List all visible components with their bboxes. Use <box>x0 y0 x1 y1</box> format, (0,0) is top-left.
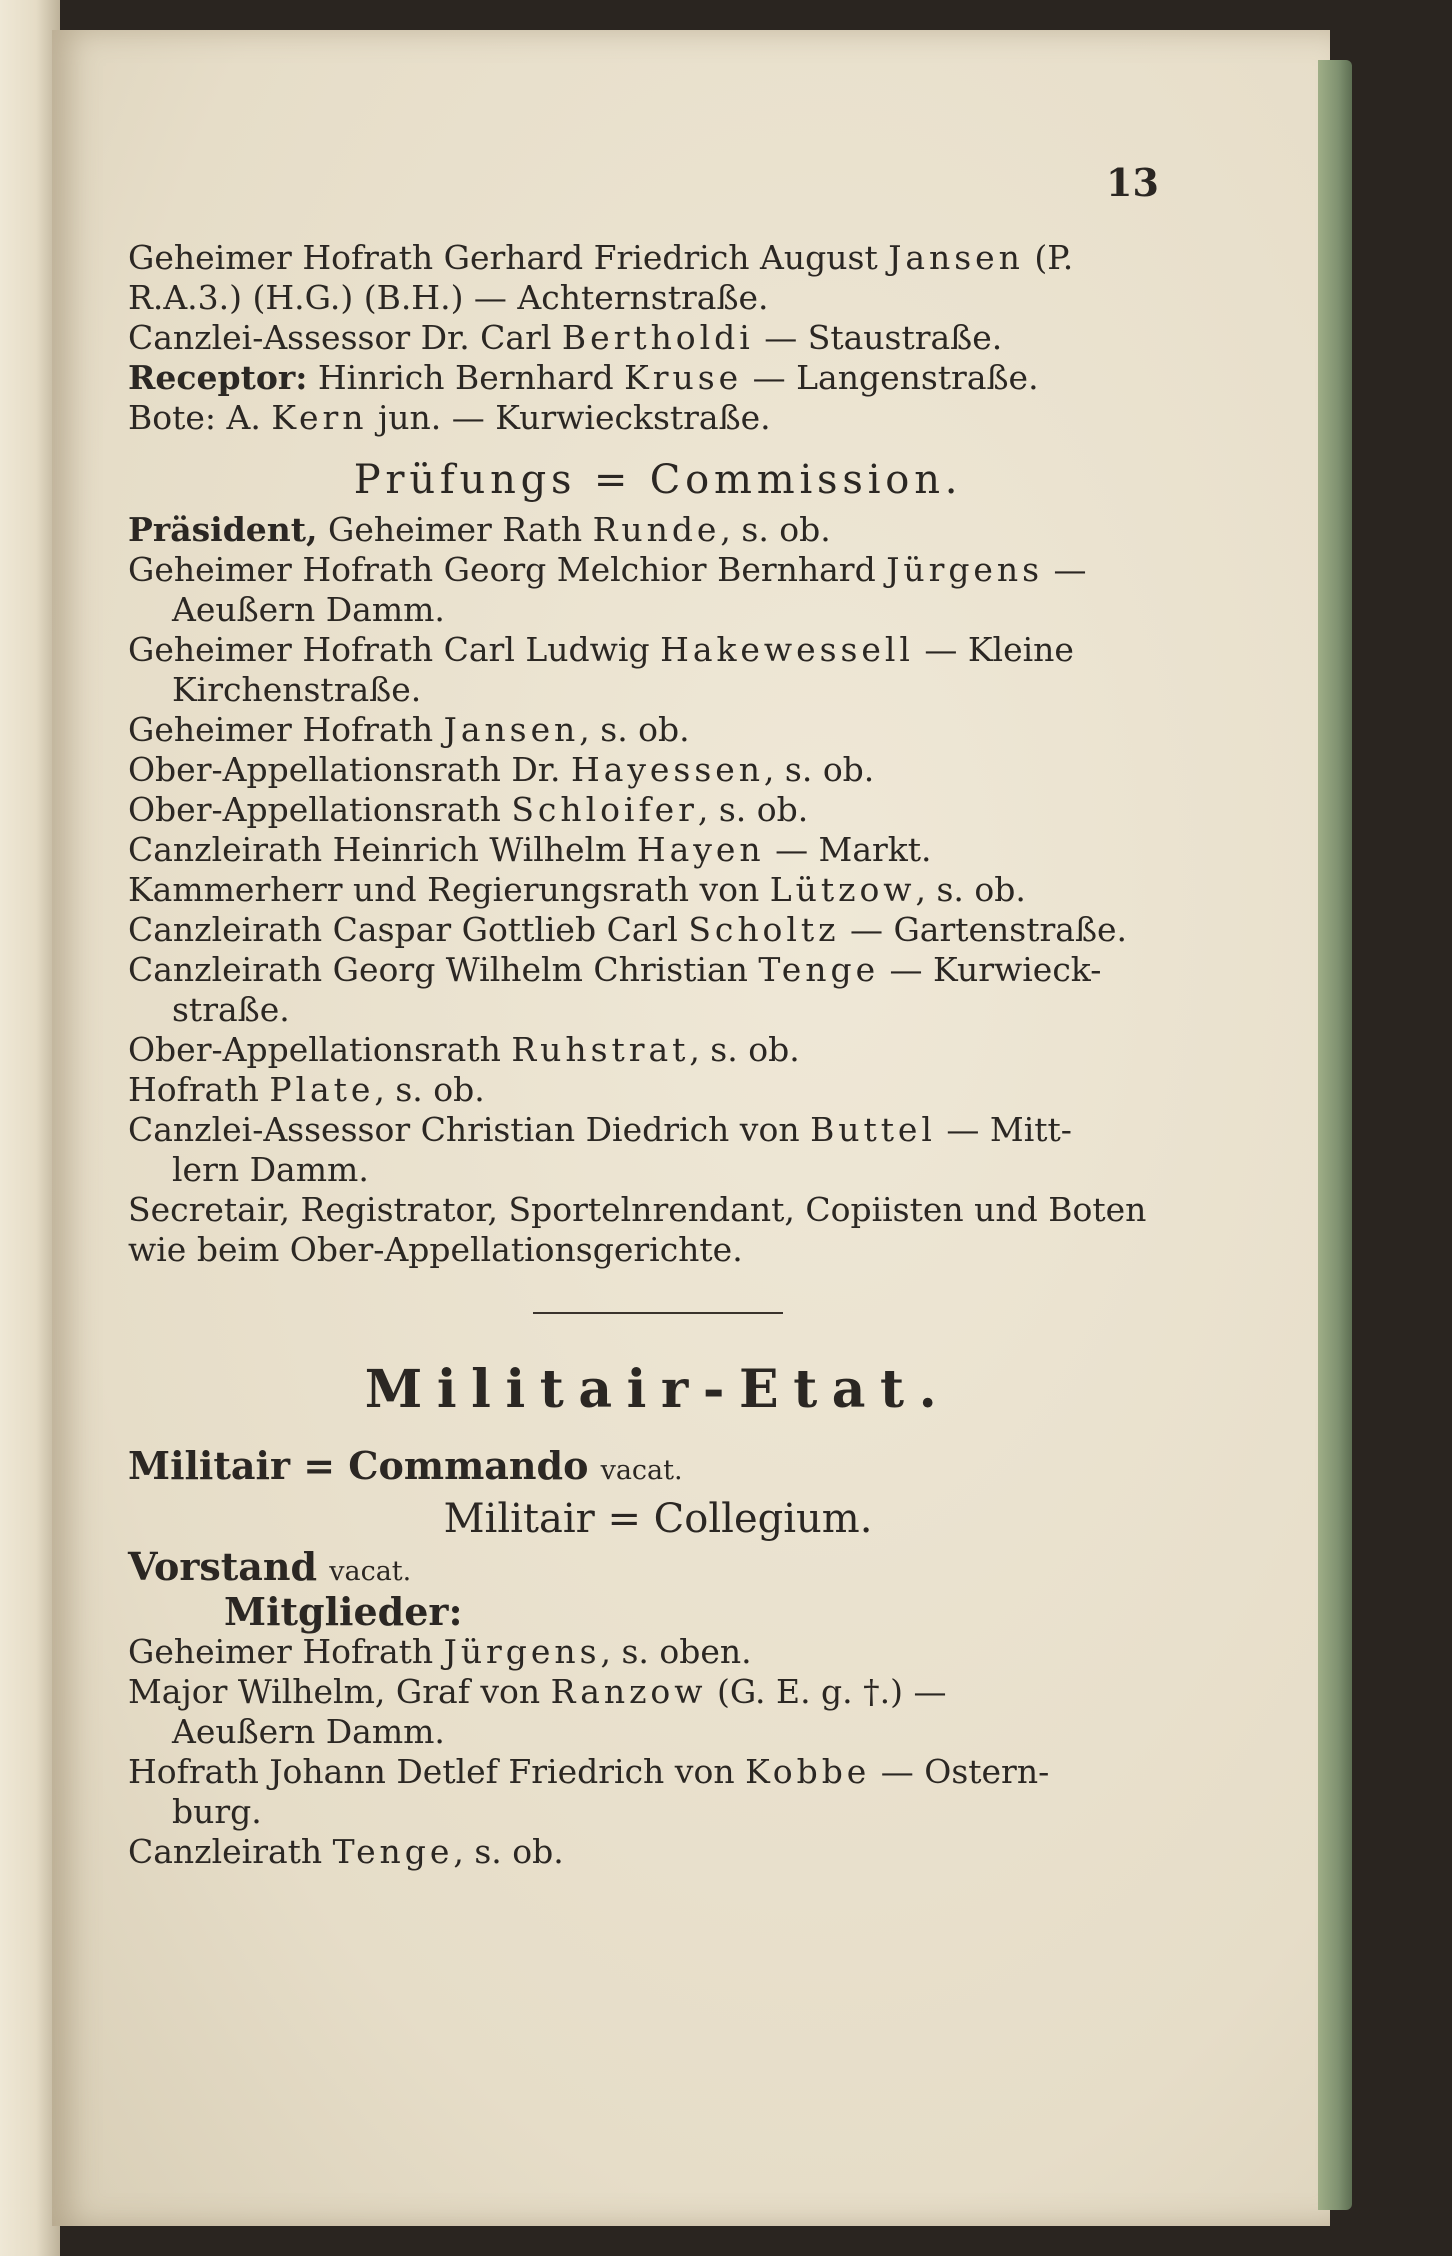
entry-name: Jürgens <box>443 1632 601 1671</box>
entry-name: Hayen <box>636 830 765 869</box>
section-divider <box>533 1312 783 1314</box>
entry-line <box>128 550 1188 590</box>
entry-line <box>128 950 1188 990</box>
entry-rest: , s. ob. <box>374 1070 485 1109</box>
entry-rest: , s. oben. <box>600 1632 752 1671</box>
entry-text: Geheimer Hofrath Georg Melchior Bernhard <box>128 550 887 589</box>
page-content <box>128 238 1188 1872</box>
entry-line <box>128 278 1188 318</box>
entry-text: lern Damm. <box>172 1150 369 1189</box>
entry-text: Canzleirath Heinrich Wilhelm <box>128 830 637 869</box>
section-heading-pruefungs-commission: Prüfungs = Commission. <box>353 457 963 503</box>
military-estate-title: Militair-Etat. <box>364 1359 952 1420</box>
military-command-label: Militair = Commando <box>128 1443 589 1488</box>
entry-text: Ober-Appellationsrath <box>128 1030 512 1069</box>
entry-rest: , s. ob. <box>720 510 831 549</box>
entry-rest: , s. ob. <box>763 750 875 789</box>
entry-name: Schloifer <box>511 790 698 829</box>
entry-text: Geheimer Hofrath Gerhard Friedrich August <box>128 238 889 277</box>
entry-name: Runde <box>592 510 721 549</box>
entry-line <box>128 830 1188 870</box>
entry-line <box>128 750 1188 790</box>
entry-line <box>128 238 1188 278</box>
entry-name: Kern <box>271 398 368 437</box>
entry-text: Hofrath <box>128 1070 270 1109</box>
military-command-line <box>128 1443 1188 1491</box>
entry-text: Kammerherr und Regierungsrath von <box>128 870 770 909</box>
military-command-status: vacat. <box>600 1455 683 1486</box>
entry-line <box>128 870 1188 910</box>
entry-line <box>128 318 1188 358</box>
entry-rest: , s. ob. <box>579 710 690 749</box>
entry-line <box>128 1752 1188 1792</box>
commission-entries <box>128 510 1188 1270</box>
entry-text: burg. <box>172 1792 262 1831</box>
entry-name: Plate <box>269 1070 375 1109</box>
entry-name: Kruse <box>624 358 743 397</box>
vorstand-status: vacat. <box>329 1556 412 1587</box>
entry-line <box>128 1230 1188 1270</box>
entry-text: Canzleirath <box>128 1832 333 1871</box>
entry-line <box>128 398 1188 438</box>
entry-text: Geheimer Hofrath Carl Ludwig <box>128 630 661 669</box>
entry-name: Scholtz <box>688 910 840 949</box>
entry-line <box>128 358 1188 398</box>
entry-line <box>128 1792 1188 1832</box>
entry-text: R.A.3.) (H.G.) (B.H.) — Achternstraße. <box>128 278 769 317</box>
entry-rest: — Mitt- <box>935 1110 1072 1149</box>
entry-text: Geheimer Hofrath <box>128 710 444 749</box>
entry-name: Hakewessell <box>660 630 914 669</box>
entry-name: Ranzow <box>550 1672 707 1711</box>
entry-line <box>128 630 1188 670</box>
entry-line <box>128 510 1188 550</box>
entry-name: Bertholdi <box>561 318 754 357</box>
entry-rest: , s. ob. <box>915 870 1026 909</box>
entry-text: Canzleirath Georg Wilhelm Christian <box>128 950 759 989</box>
entry-name: Ruhstrat <box>511 1030 690 1069</box>
entry-rest: , s. ob. <box>697 790 809 829</box>
entry-line <box>128 1672 1188 1712</box>
entry-rest: — Gartenstraße. <box>839 910 1128 949</box>
entry-line <box>128 710 1188 750</box>
entry-rest: (G. E. g. †.) — <box>706 1672 947 1711</box>
entry-text: Bote: A. <box>128 398 272 437</box>
entry-text: Kirchenstraße. <box>172 670 422 709</box>
entry-line <box>128 1632 1188 1672</box>
entry-text: Geheimer Rath <box>317 510 593 549</box>
entry-rest: — Kleine <box>913 630 1074 669</box>
entry-text: Major Wilhelm, Graf von <box>128 1672 551 1711</box>
entry-line <box>128 590 1188 630</box>
entry-line <box>128 790 1188 830</box>
entry-text: Canzleirath Caspar Gottlieb Carl <box>128 910 689 949</box>
entry-rest: jun. — Kurwieckstraße. <box>367 398 771 437</box>
entry-rest: — Langenstraße. <box>742 358 1039 397</box>
entry-rest: — Ostern- <box>870 1752 1050 1791</box>
entry-rest: — Staustraße. <box>753 318 1003 357</box>
entry-line <box>128 910 1188 950</box>
entry-name: Jansen <box>888 238 1024 277</box>
entry-line <box>128 670 1188 710</box>
entry-rest: (P. <box>1023 238 1074 277</box>
entry-rest: — Markt. <box>764 830 932 869</box>
entry-text: Hinrich Bernhard <box>307 358 625 397</box>
mitglieder-heading: Mitglieder: <box>224 1589 463 1634</box>
entry-text: Secretair, Registrator, Sportelnrendant, Copiisten und Boten <box>128 1190 1147 1229</box>
entry-line <box>128 990 1188 1030</box>
entry-text: Canzlei-Assessor Dr. Carl <box>128 318 562 357</box>
entry-text: Aeußern Damm. <box>172 1712 445 1751</box>
entry-rest: , s. ob. <box>689 1030 800 1069</box>
entry-name: Lützow <box>769 870 916 909</box>
entry-name: Jürgens <box>886 550 1044 589</box>
entry-text: Hofrath Johann Detlef Friedrich von <box>128 1752 746 1791</box>
book-cover-edge <box>1318 60 1352 2210</box>
entry-lead: Receptor: <box>128 358 308 397</box>
vorstand-label: Vorstand <box>128 1544 318 1589</box>
top-entries <box>128 238 1188 438</box>
entry-text: wie beim Ober-Appellationsgerichte. <box>128 1230 743 1269</box>
entry-name: Buttel <box>810 1110 936 1149</box>
entry-rest: , s. ob. <box>453 1832 564 1871</box>
entry-text: Canzlei-Assessor Christian Diedrich von <box>128 1110 811 1149</box>
entry-line <box>128 1712 1188 1752</box>
entry-rest: — <box>1043 550 1087 589</box>
entry-line <box>128 1030 1188 1070</box>
entry-lead: Präsident, <box>128 510 318 549</box>
entry-name: Hayessen <box>570 750 764 789</box>
entry-text: straße. <box>172 990 290 1029</box>
member-entries <box>128 1632 1188 1872</box>
entry-name: Kobbe <box>745 1752 871 1791</box>
entry-text: Ober-Appellationsrath <box>128 790 512 829</box>
entry-line <box>128 1110 1188 1150</box>
entry-line <box>128 1150 1188 1190</box>
book-left-edge <box>0 0 60 2256</box>
entry-text: Aeußern Damm. <box>172 590 445 629</box>
entry-rest: — Kurwieck- <box>879 950 1102 989</box>
military-collegium-heading: Militair = Collegium. <box>443 1496 873 1542</box>
entry-text: Geheimer Hofrath <box>128 1632 444 1671</box>
entry-text: Ober-Appellationsrath Dr. <box>128 750 571 789</box>
page-number: 13 <box>1106 160 1159 205</box>
entry-line <box>128 1832 1188 1872</box>
vorstand-line <box>128 1544 1188 1592</box>
entry-name: Tenge <box>758 950 880 989</box>
entry-name: Jansen <box>443 710 580 749</box>
entry-line <box>128 1190 1188 1230</box>
entry-name: Tenge <box>332 1832 454 1871</box>
entry-line <box>128 1070 1188 1110</box>
